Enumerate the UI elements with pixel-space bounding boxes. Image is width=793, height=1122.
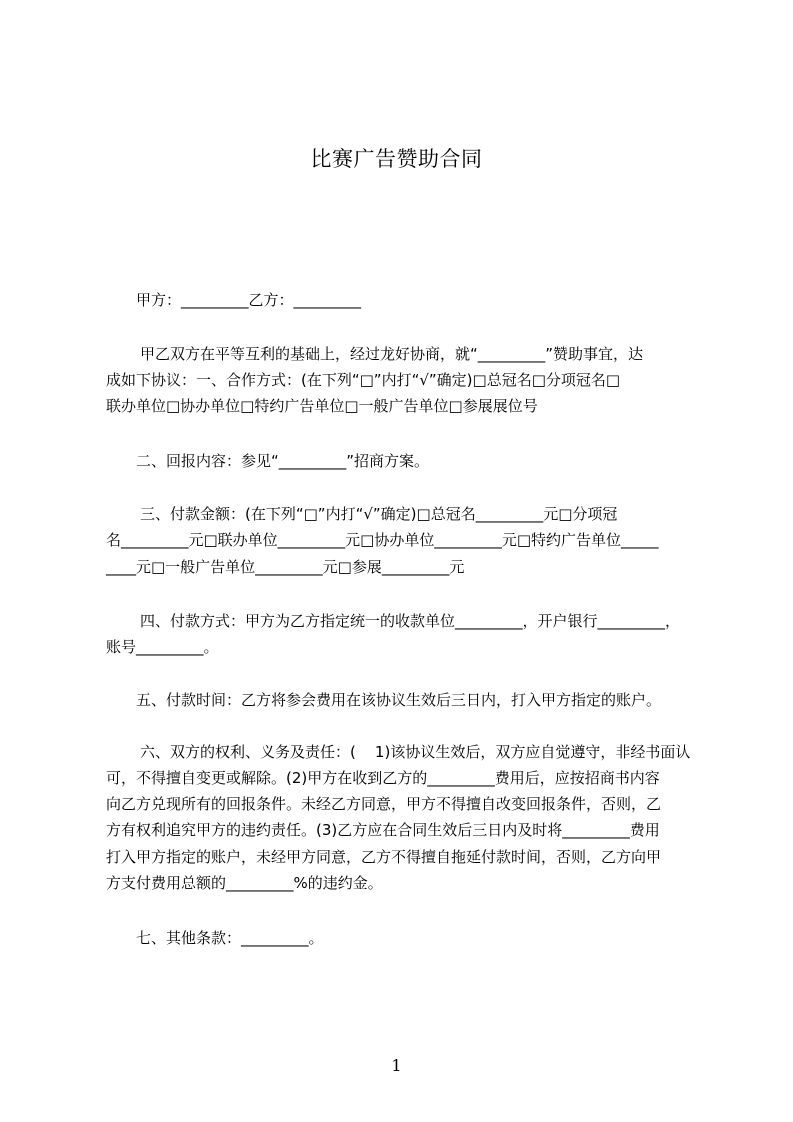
parties-line: 甲方：_________乙方：_________ (136, 291, 362, 309)
section-3-line-3: ____元□一般广告单位_________元□参展_________元 (106, 558, 465, 576)
section-2-return-content: 二、回报内容：参见“_________”招商方案。 (136, 452, 430, 470)
section-6-line-3: 向乙方兑现所有的回报条件。未经乙方同意，甲方不得擅自改变回报条件，否则，乙 (106, 795, 662, 813)
section-6-line-6: 方支付费用总额的_________%的违约金。 (106, 874, 383, 892)
section-7-other-terms: 七、其他条款：_________。 (136, 929, 324, 947)
section-6-line-4: 方有权利追究甲方的违约责任。(3)乙方应在合同生效后三日内及时将_________费用 (106, 821, 660, 839)
section-5-payment-time: 五、付款时间：乙方将参会费用在该协议生效后三日内，打入甲方指定的账户。 (136, 691, 662, 709)
preamble-line-3: 联办单位□协办单位□特约广告单位□一般广告单位□参展展位号 (106, 397, 538, 415)
page-number: 1 (391, 1056, 402, 1075)
preamble-line-2: 成如下协议：一、合作方式：(在下列“□”内打“√”确定)□总冠名□分项冠名□ (106, 371, 621, 389)
section-6-line-1: 六、双方的权利、义务及责任：( 1)该协议生效后，双方应自觉遵守，非经书面认 (140, 743, 691, 761)
section-3-line-2: 名_________元□联办单位_________元□协办单位_________元□特约广告单位_____ (106, 531, 659, 549)
section-6-line-5: 打入甲方指定的账户，未经甲方同意，乙方不得擅自拖延付款时间，否则，乙方向甲 (106, 848, 662, 866)
section-4-line-1: 四、付款方式：甲方为乙方指定统一的收款单位_________，开户银行_________， (140, 612, 681, 630)
section-4-line-2: 账号_________。 (106, 638, 219, 656)
section-6-line-2: 可，不得擅自变更或解除。(2)甲方在收到乙方的_________费用后，应按招商书内容 (106, 769, 660, 787)
section-3-line-1: 三、付款金额：(在下列“□”内打“√”确定)□总冠名_________元□分项冠 (140, 505, 618, 523)
document-title: 比赛广告赞助合同 (310, 147, 483, 171)
preamble-line-1: 甲乙双方在平等互利的基础上，经过龙好协商，就“_________”赞助事宜，达 (140, 345, 644, 363)
